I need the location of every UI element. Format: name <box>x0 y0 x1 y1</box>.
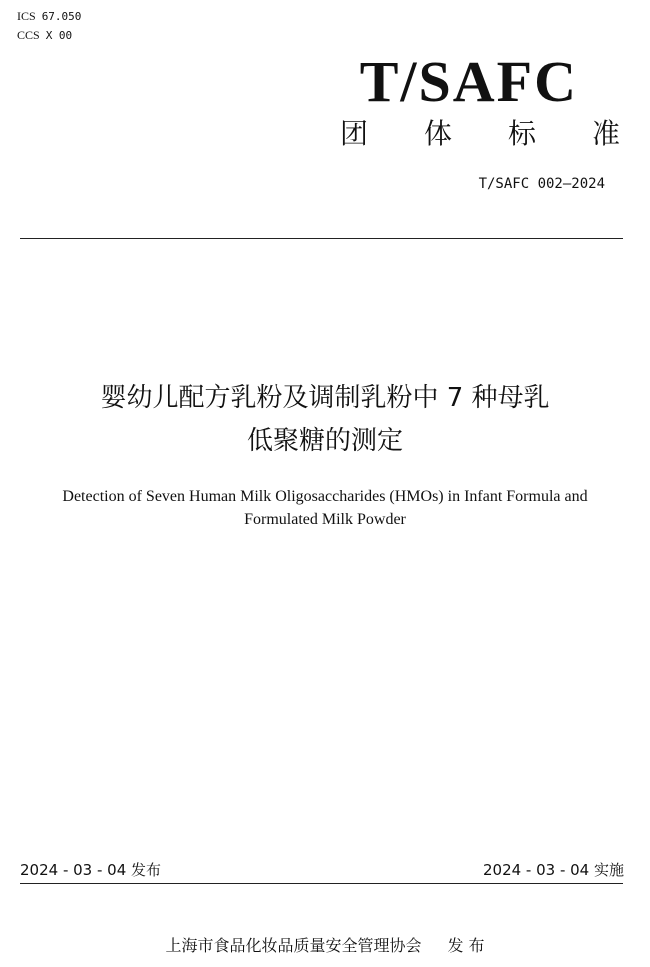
standard-code: T/SAFC 002—2024 <box>478 176 605 192</box>
top-divider <box>20 238 623 239</box>
title-cn-line-2: 低聚糖的测定 <box>246 426 403 456</box>
publisher <box>0 935 650 957</box>
ccs-code <box>17 28 72 43</box>
standard-type <box>340 117 620 151</box>
title-en-line-2: Formulated Milk Powder <box>244 511 406 528</box>
publisher-name: 上海市食品化妆品质量安全管理协会 <box>165 936 422 955</box>
standard-type-char: 团 <box>340 117 369 150</box>
ics-code <box>17 9 81 24</box>
ccs-value: X 00 <box>45 29 73 42</box>
publisher-action: 发 布 <box>447 936 485 955</box>
publish-date: 2024 - 03 - 04 发布 <box>20 861 162 879</box>
bottom-divider <box>20 883 623 884</box>
standard-type-char: 标 <box>507 117 536 150</box>
ics-label: ICS <box>17 9 36 23</box>
standard-type-char: 准 <box>591 117 620 150</box>
standard-logo: T/SAFC <box>359 49 578 114</box>
title-cn-line-1: 婴幼儿配方乳粉及调制乳粉中 7 种母乳 <box>100 383 550 413</box>
implement-date: 2024 - 03 - 04 实施 <box>482 861 624 879</box>
title-en-line-1: Detection of Seven Human Milk Oligosaccharides (HMOs) in Infant Formula and <box>62 488 588 505</box>
ics-value: 67.050 <box>41 10 82 23</box>
ccs-label: CCS <box>17 28 40 42</box>
standard-type-char: 体 <box>423 117 452 150</box>
